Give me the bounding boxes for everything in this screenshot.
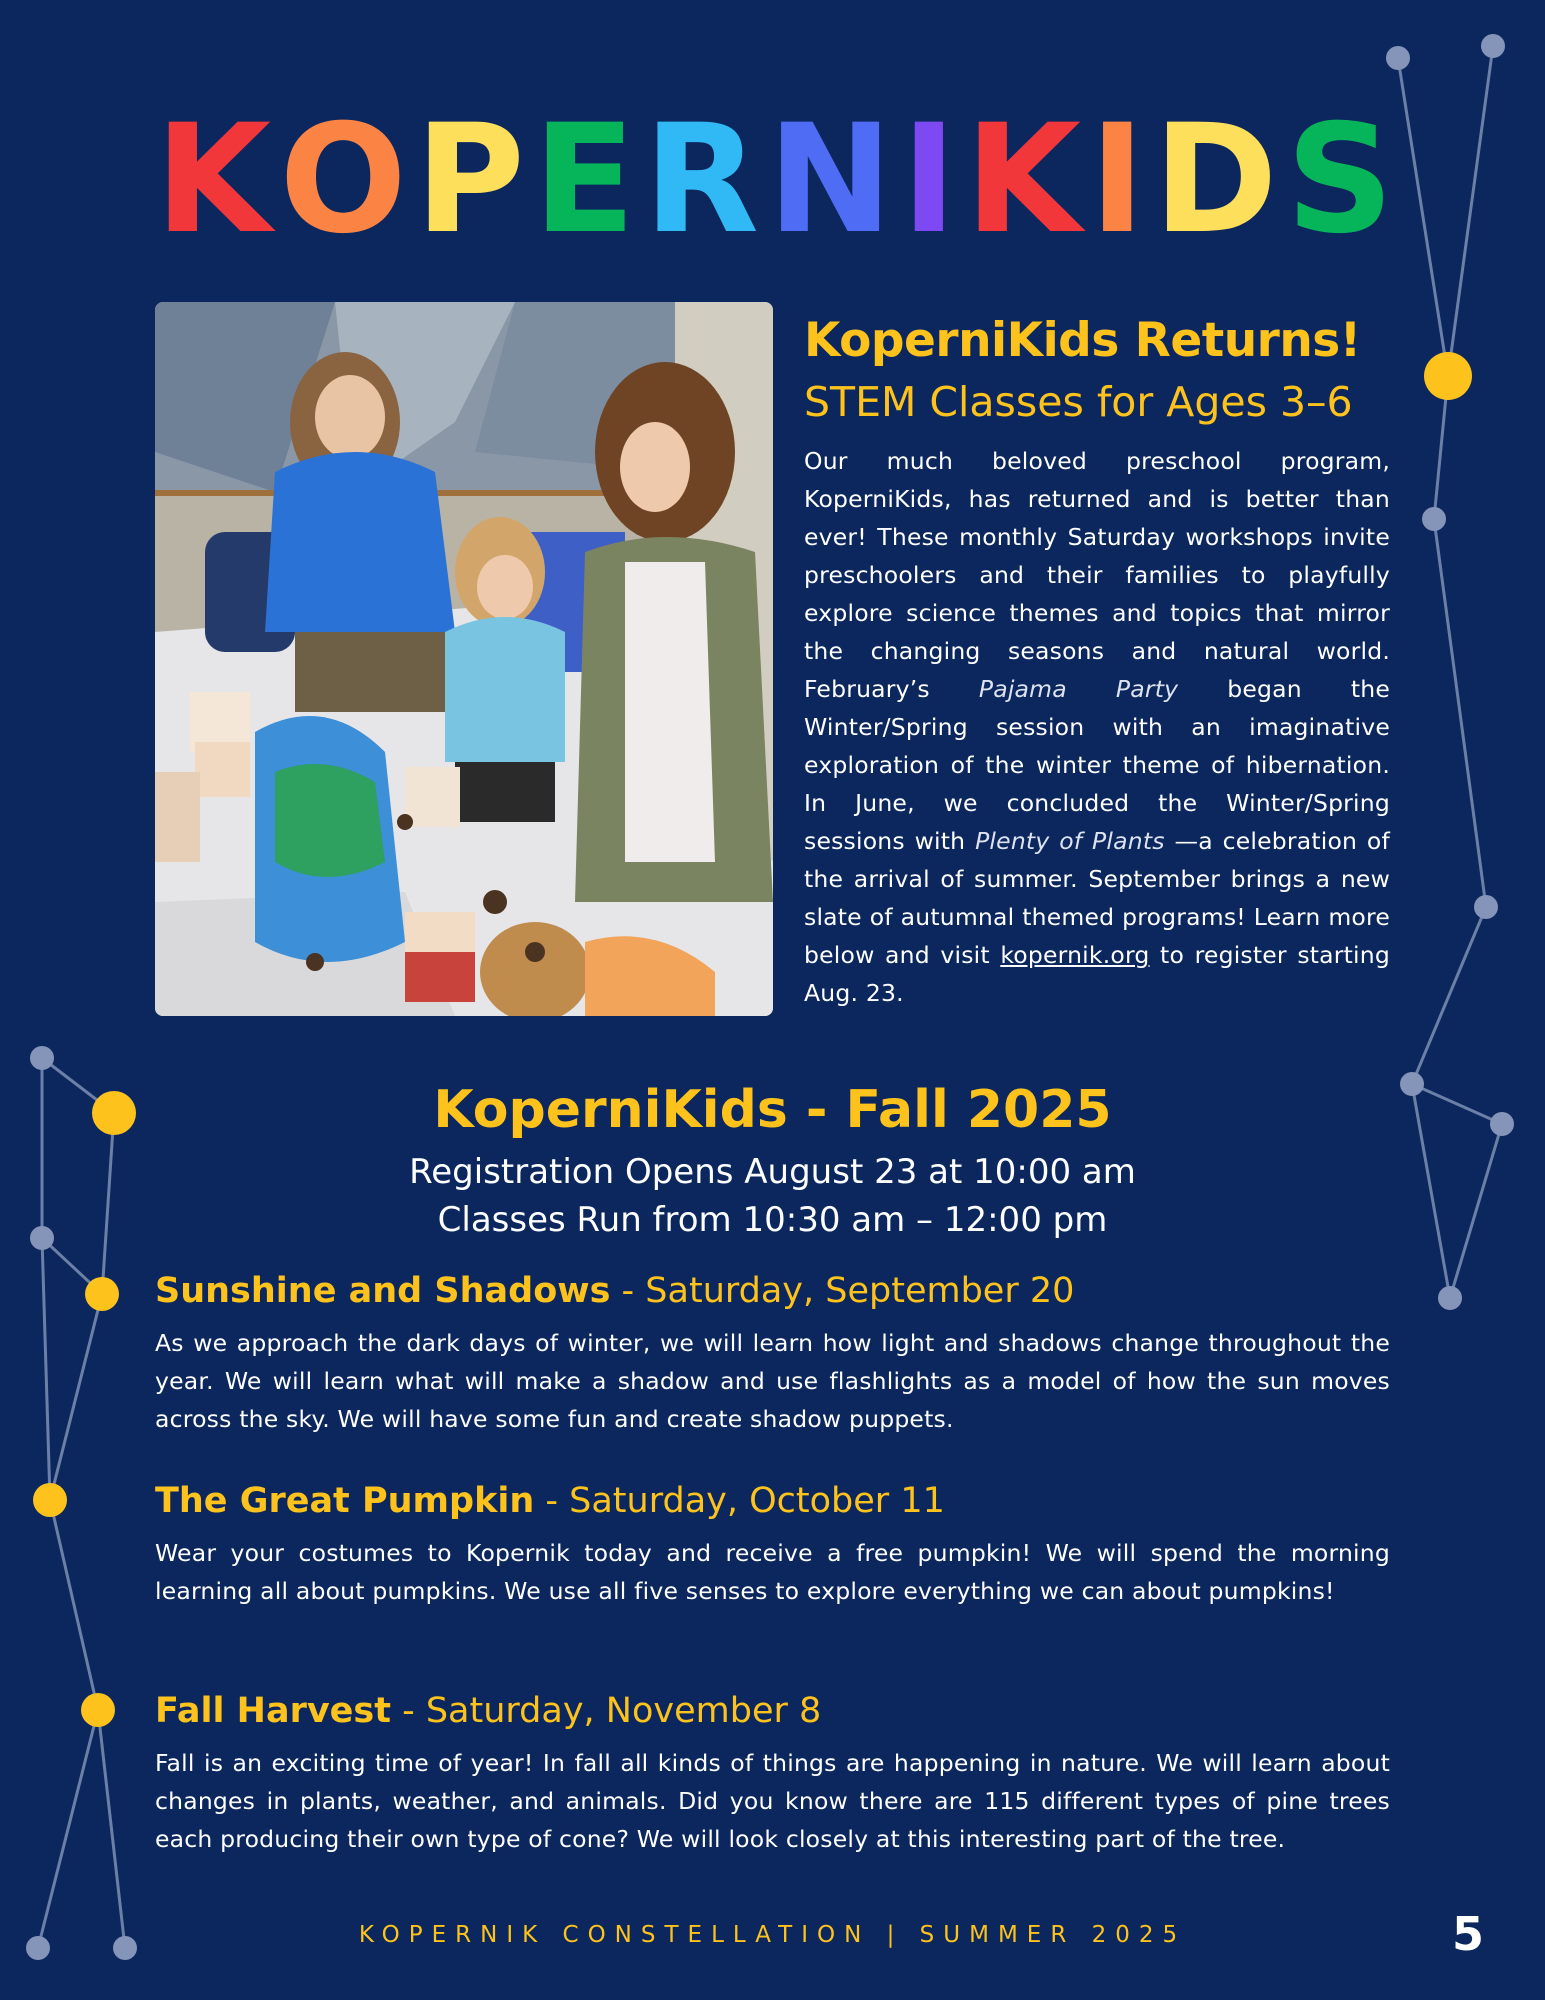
event-item (155, 1686, 1390, 1858)
logo-letter: P (415, 93, 521, 267)
kopernikids-logo (155, 93, 1390, 267)
registration-info: Registration Opens August 23 at 10:00 am (409, 1152, 1136, 1192)
logo-letter: I (900, 93, 953, 267)
event-name: Fall Harvest (155, 1691, 391, 1731)
footer-text: KOPERNIK CONSTELLATION | SUMMER 2025 (358, 1922, 1187, 1948)
event-description: Fall is an exciting time of year! In fall all kinds of things are happening in nature. We will learn about changes in plants, weather, and animals. Did you know there are 115 different types of pine trees each producing their own type of cone? We will look closely at this interesting part of the tree. (155, 1749, 1390, 1853)
intro-body (804, 442, 1390, 1012)
kopernik-website-link[interactable]: kopernik.org (1000, 941, 1150, 969)
event-description: Wear your costumes to Kopernik today and receive a free pumpkin! We will spend the morning learning all about pumpkins. We use all five senses to explore everything we can about pumpkins! (155, 1539, 1390, 1605)
event-item (155, 1476, 1390, 1610)
intro-title: KoperniKids Returns! (804, 313, 1361, 368)
logo-letter: S (1285, 93, 1390, 267)
program-name-pajama-party: Pajama Party (978, 675, 1179, 703)
page-number: 5 (1452, 1907, 1485, 1961)
intro-body-text: —a celebration of the arrival of summer. September brings a new slate of autumnal themed programs! Learn more below and visit (804, 827, 1390, 969)
event-description: As we approach the dark days of winter, we will learn how light and shadows change throughout the year. We will learn what will make a shadow and use flashlights as a model of how the sun moves across the sky. We will have some fun and create shadow puppets. (155, 1329, 1390, 1433)
event-name: Sunshine and Shadows (155, 1271, 611, 1311)
event-heading (155, 1266, 1390, 1316)
intro-section (804, 310, 1390, 1012)
intro-subtitle: STEM Classes for Ages 3–6 (804, 378, 1353, 426)
classroom-photo (155, 302, 773, 1016)
event-date: - Saturday, September 20 (610, 1271, 1075, 1311)
logo-letter: K (964, 93, 1078, 267)
event-item (155, 1266, 1390, 1438)
fall-title: KoperniKids - Fall 2025 (433, 1080, 1112, 1140)
class-time-info: Classes Run from 10:30 am – 12:00 pm (437, 1200, 1108, 1240)
logo-letter: E (533, 93, 632, 267)
program-name-plenty-of-plants: Plenty of Plants (975, 827, 1165, 855)
intro-body-text: began the Winter/Spring session with an imaginative exploration of the winter theme of hibernation. In June, we concluded the Winter/Spring sessions with (804, 675, 1390, 855)
event-heading (155, 1686, 1390, 1736)
logo-letter: N (767, 93, 889, 267)
event-heading (155, 1476, 1390, 1526)
event-date: - Saturday, November 8 (390, 1691, 822, 1731)
event-name: The Great Pumpkin (155, 1481, 535, 1521)
logo-letter: O (279, 93, 403, 267)
logo-letter: K (155, 93, 268, 267)
event-date: - Saturday, October 11 (534, 1481, 945, 1521)
intro-body-text: Our much beloved preschool program, KoperniKids, has returned and is better than ever! These monthly Saturday workshops invite preschoolers and their families to playfully explore science themes and topics that mirror the changing seasons and natural world. February’s (804, 447, 1390, 703)
logo-letter: I (1089, 93, 1142, 267)
logo-letter: R (643, 93, 756, 267)
logo-letter: D (1153, 93, 1274, 267)
fall-schedule-header (155, 1072, 1390, 1244)
intro-body-text: to register starting Aug. 23. (804, 941, 1390, 1007)
